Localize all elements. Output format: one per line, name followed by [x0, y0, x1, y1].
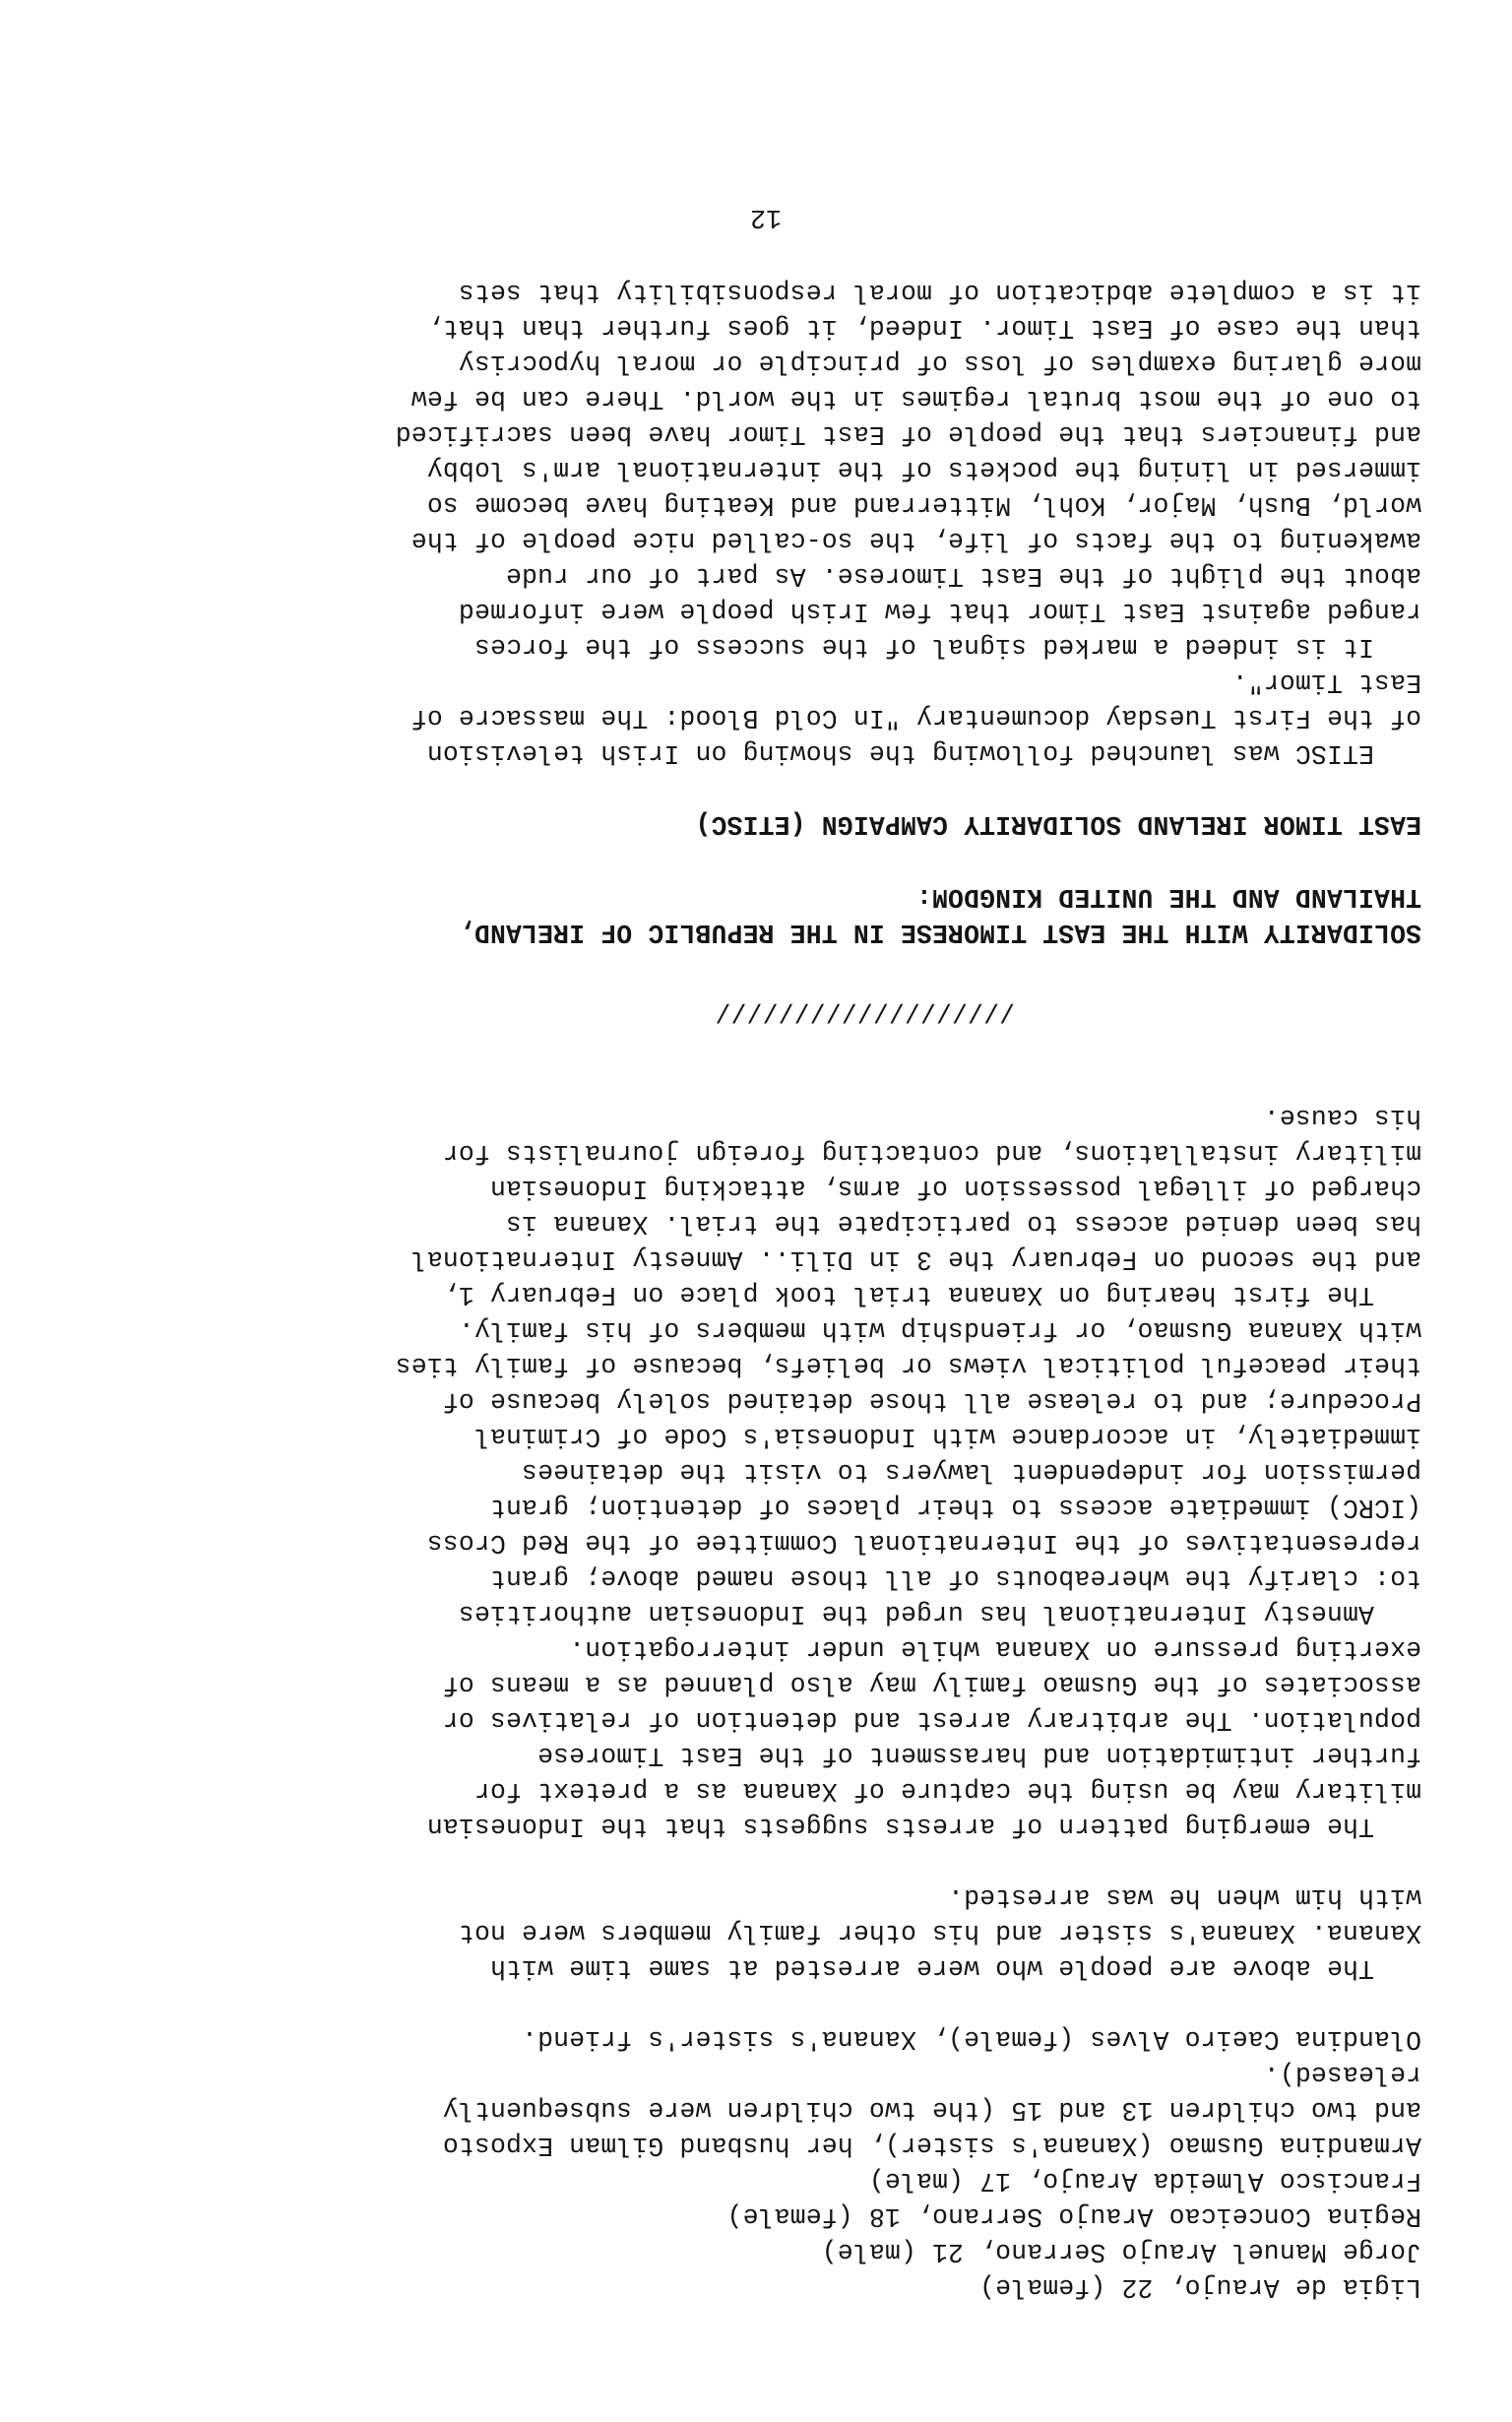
- paragraph-line: with him when he was arrested.: [947, 1882, 1421, 1912]
- paragraph-line: exerting pressure on Xanana while under interrogation.: [569, 1634, 1421, 1664]
- paragraph-line: his cause.: [1263, 1103, 1421, 1132]
- paragraph-line: further intimidation and harassment of the East Timorese: [536, 1741, 1421, 1770]
- paragraph-line: more glaring examples of loss of principle or moral hypocrisy: [458, 349, 1421, 378]
- paragraph-line: The emerging pattern of arrests suggests that the Indonesian: [426, 1812, 1421, 1841]
- paragraph-line: associates of the Gusmao family may also planned as a means of: [442, 1670, 1421, 1699]
- section-title: SOLIDARITY WITH THE EAST TIMORESE IN THE REPUBLIC OF IRELAND,: [458, 918, 1421, 947]
- paragraph-line: military may be using the capture of Xanana as a pretext for: [473, 1776, 1421, 1806]
- paragraph-line: Amnesty International has urged the Indonesian authorities: [458, 1599, 1421, 1628]
- paragraph-line: military installations, and contacting foreign journalists for: [442, 1138, 1421, 1168]
- detainee-line: and two children 13 and 15 (the two children were subsequently: [442, 2095, 1421, 2125]
- paragraph-line: It is indeed a marked signal of the success of the forces: [473, 632, 1421, 662]
- paragraph-line: and the second on February the 3 in Dili.. Amnesty International: [410, 1244, 1421, 1274]
- paragraph-line: to: clarify the whereabouts of all those named above; grant: [489, 1563, 1421, 1593]
- paragraph-line: it is a complete abdication of moral responsibility that sets: [458, 278, 1421, 307]
- paragraph-line: their peaceful political views or beliefs, because of family ties: [395, 1351, 1421, 1380]
- paragraph-line: immersed in lining the pockets of the international arm's lobby: [426, 455, 1421, 484]
- page-number: 12: [749, 203, 782, 232]
- section-separator: ///////////////////: [715, 996, 1015, 1026]
- paragraph-line: immediately, in accordance with Indonesia's Code of Criminal: [473, 1422, 1421, 1451]
- paragraph-line: Procedure; and to release all those detained solely because of: [442, 1386, 1421, 1416]
- detainee-line: Francisco Almeida Araujo, 17 (male): [868, 2166, 1421, 2196]
- detainee-line: Ligia de Araujo, 22 (female): [978, 2272, 1421, 2302]
- detainee-line: Jorge Manuel Araujo Serrano, 21 (male): [821, 2237, 1421, 2266]
- paragraph-line: has been denied access to participate the trial. Xanana is: [505, 1209, 1421, 1239]
- paragraph-line: population. The arbitrary arrest and detention of relatives or: [442, 1705, 1421, 1735]
- paragraph-line: Xanana. Xanana's sister and his other family members were not: [458, 1918, 1421, 1947]
- paragraph-line: ETISC was launched following the showing on Irish television: [426, 738, 1421, 768]
- detainee-line: Armandina Gusmao (Xanana's sister), her husband Gilman Exposto: [442, 2131, 1421, 2160]
- paragraph-line: than the case of East Timor. Indeed, it goes further than that,: [426, 313, 1421, 343]
- section-subtitle: EAST TIMOR IRELAND SOLIDARITY CAMPAIGN (ETISC): [695, 809, 1421, 839]
- paragraph-line: charged of illegal possession of arms, attacking Indonesian: [489, 1174, 1421, 1203]
- paragraph-line: with Xanana Gusmao, or friendship with members of his family.: [458, 1315, 1421, 1345]
- paragraph-line: of the First Tuesday documentary "In Cold Blood: The massacre of: [410, 703, 1421, 733]
- detainee-line: Olandina Caeiro Alves (female), Xanana's sister's friend.: [521, 2024, 1421, 2054]
- paragraph-line: world, Bush, Major, Kohl, Mitterrand and Keating have become so: [426, 490, 1421, 520]
- paragraph-line: and financiers that the people of East Timor have been sacrificed: [395, 419, 1421, 449]
- detainee-line: released).: [1263, 2060, 1421, 2089]
- paragraph-line: representatives of the International Committee of the Red Cross: [426, 1528, 1421, 1558]
- section-title: THAILAND AND THE UNITED KINGDOM:: [915, 882, 1421, 912]
- paragraph-line: The first hearing on Xanana trial took place on February 1,: [442, 1280, 1421, 1309]
- paragraph-line: to one of the most brutal regimes in the world. There can be few: [410, 384, 1421, 414]
- paragraph-line: awakening to the facts of life, the so-called nice people of the: [410, 526, 1421, 555]
- paragraph-line: about the plight of the East Timorese. As part of our rude: [505, 561, 1421, 591]
- paragraph-line: ranged against East Timor that few Irish people were informed: [458, 597, 1421, 626]
- paragraph-line: (ICRC) immediate access to their places of detention; grant: [489, 1493, 1421, 1522]
- detainee-line: Regina Conceicao Araujo Serrano, 18 (female): [726, 2201, 1421, 2231]
- paragraph-line: East Timor".: [1231, 668, 1421, 697]
- paragraph-line: permission for independent lawyers to visit the detainees: [521, 1457, 1421, 1487]
- paragraph-line: The above are people who were arrested at same time with: [489, 1953, 1421, 1983]
